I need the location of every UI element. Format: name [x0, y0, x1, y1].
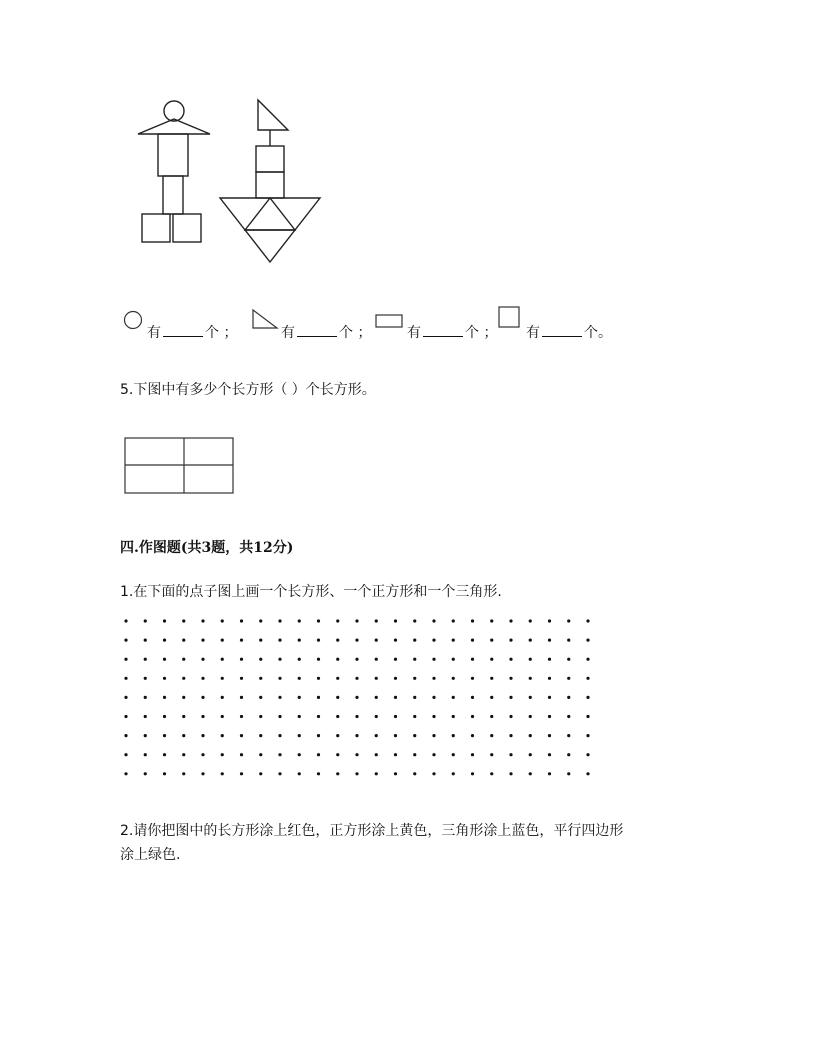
grid-dot[interactable] [452, 753, 455, 756]
grid-dot[interactable] [182, 696, 185, 699]
grid-dot[interactable] [355, 696, 358, 699]
grid-dot[interactable] [452, 696, 455, 699]
triangle-count-label: 有 个 ； [281, 322, 371, 342]
grid-dot[interactable] [336, 639, 339, 642]
grid-dot[interactable] [317, 639, 320, 642]
grid-dot[interactable] [163, 677, 166, 680]
grid-dot[interactable] [548, 619, 551, 622]
grid-dot[interactable] [240, 677, 243, 680]
grid-dot[interactable] [182, 619, 185, 622]
grid-dot[interactable] [298, 639, 301, 642]
grid-dot[interactable] [278, 753, 281, 756]
square-count-label: 有 个。 [526, 322, 612, 342]
grid-dot[interactable] [394, 715, 397, 718]
grid-dot[interactable] [259, 715, 262, 718]
grid-dot[interactable] [278, 658, 281, 661]
grid-dot[interactable] [529, 696, 532, 699]
grid-dot[interactable] [298, 619, 301, 622]
grid-dot[interactable] [201, 715, 204, 718]
grid-dot[interactable] [124, 677, 127, 680]
grid-dot[interactable] [432, 677, 435, 680]
grid-dot[interactable] [336, 753, 339, 756]
grid-dot[interactable] [240, 715, 243, 718]
grid-dot[interactable] [163, 619, 166, 622]
grid-dot[interactable] [182, 772, 185, 775]
grid-dot[interactable] [259, 696, 262, 699]
grid-dot[interactable] [144, 715, 147, 718]
boat-inner-triangle [245, 198, 295, 230]
grid-dot[interactable] [529, 639, 532, 642]
grid-dot[interactable] [375, 734, 378, 737]
grid-dot[interactable] [298, 677, 301, 680]
square-icon [498, 306, 522, 330]
grid-dot[interactable] [548, 734, 551, 737]
grid-dot[interactable] [394, 677, 397, 680]
grid-dot[interactable] [432, 772, 435, 775]
grid-dot[interactable] [452, 734, 455, 737]
grid-dot[interactable] [529, 753, 532, 756]
grid-dot[interactable] [375, 772, 378, 775]
grid-dot[interactable] [259, 753, 262, 756]
rectangle-icon [375, 314, 405, 330]
grid-dot[interactable] [259, 772, 262, 775]
grid-dot[interactable] [163, 772, 166, 775]
grid-dot[interactable] [548, 677, 551, 680]
grid-dot[interactable] [336, 715, 339, 718]
grid-dot[interactable] [375, 619, 378, 622]
grid-dot[interactable] [182, 639, 185, 642]
grid-dot[interactable] [259, 619, 262, 622]
grid-dot[interactable] [452, 715, 455, 718]
grid-dot[interactable] [529, 734, 532, 737]
grid-dot[interactable] [278, 677, 281, 680]
grid-dot[interactable] [317, 619, 320, 622]
grid-dot[interactable] [144, 753, 147, 756]
grid-dot[interactable] [240, 753, 243, 756]
triangle-count-blank[interactable] [297, 322, 337, 337]
circle-icon [123, 310, 143, 330]
grid-dot[interactable] [432, 715, 435, 718]
grid-dot[interactable] [355, 619, 358, 622]
grid-dot[interactable] [394, 772, 397, 775]
grid-dot[interactable] [278, 696, 281, 699]
grid-dot[interactable] [124, 734, 127, 737]
grid-dot[interactable] [317, 772, 320, 775]
robot-figure [132, 96, 222, 246]
grid-dot[interactable] [240, 696, 243, 699]
grid-dot[interactable] [586, 753, 589, 756]
grid-dot[interactable] [567, 734, 570, 737]
grid-dot[interactable] [490, 772, 493, 775]
grid-dot[interactable] [201, 696, 204, 699]
grid-dot[interactable] [182, 715, 185, 718]
grid-dot[interactable] [548, 753, 551, 756]
grid-dot[interactable] [490, 696, 493, 699]
grid-dot[interactable] [124, 715, 127, 718]
robot-left-foot-square [142, 214, 170, 242]
grid-dot[interactable] [413, 696, 416, 699]
circle-count-blank[interactable] [163, 322, 203, 337]
grid-dot[interactable] [163, 734, 166, 737]
grid-dot[interactable] [124, 658, 127, 661]
grid-dot[interactable] [567, 715, 570, 718]
grid-dot[interactable] [471, 734, 474, 737]
grid-dot[interactable] [278, 734, 281, 737]
grid-dot[interactable] [567, 696, 570, 699]
grid-dot[interactable] [298, 658, 301, 661]
grid-dot[interactable] [471, 658, 474, 661]
grid-dot[interactable] [471, 715, 474, 718]
grid-dot[interactable] [413, 658, 416, 661]
grid-dot[interactable] [144, 658, 147, 661]
grid-dot[interactable] [259, 639, 262, 642]
grid-dot[interactable] [452, 658, 455, 661]
grid-dot[interactable] [394, 658, 397, 661]
grid-dot[interactable] [221, 696, 224, 699]
grid-dot[interactable] [163, 639, 166, 642]
grid-dot[interactable] [240, 772, 243, 775]
robot-head-circle [164, 101, 184, 121]
grid-dot[interactable] [221, 619, 224, 622]
grid-dot[interactable] [375, 677, 378, 680]
grid-dot[interactable] [375, 658, 378, 661]
grid-dot[interactable] [509, 696, 512, 699]
grid-dot[interactable] [586, 658, 589, 661]
grid-dot[interactable] [567, 639, 570, 642]
grid-dot[interactable] [452, 677, 455, 680]
grid-dot[interactable] [298, 715, 301, 718]
grid-dot[interactable] [240, 734, 243, 737]
grid-dot[interactable] [298, 696, 301, 699]
grid-dot[interactable] [221, 639, 224, 642]
grid-dot[interactable] [240, 658, 243, 661]
grid-dot[interactable] [394, 734, 397, 737]
grid-dot[interactable] [548, 639, 551, 642]
grid-dot[interactable] [509, 619, 512, 622]
grid-dot[interactable] [375, 639, 378, 642]
grid-dot[interactable] [317, 677, 320, 680]
grid-dot[interactable] [509, 677, 512, 680]
section-4-heading: 四.作图题(共3题，共12分) [120, 540, 294, 556]
grid-dot[interactable] [240, 639, 243, 642]
grid-dot[interactable] [259, 658, 262, 661]
grid-dot[interactable] [201, 677, 204, 680]
grid-dot[interactable] [201, 734, 204, 737]
boat-flag-triangle [258, 100, 288, 130]
grid-dot[interactable] [548, 715, 551, 718]
grid-dot[interactable] [529, 658, 532, 661]
grid-dot[interactable] [336, 658, 339, 661]
rectangle-count-label: 有 个 ； [407, 322, 497, 342]
grid-dot[interactable] [586, 639, 589, 642]
grid-dot[interactable] [317, 734, 320, 737]
grid-dot[interactable] [529, 619, 532, 622]
grid-dot[interactable] [471, 753, 474, 756]
grid-dot[interactable] [317, 658, 320, 661]
grid-dot[interactable] [394, 619, 397, 622]
rectangle-count-blank[interactable] [423, 322, 463, 337]
grid-dot[interactable] [355, 734, 358, 737]
count-item-square [498, 310, 618, 341]
rectangle-grid-figure [124, 437, 236, 495]
robot-leg-rect [163, 176, 183, 214]
grid-dot[interactable] [201, 639, 204, 642]
grid-dot[interactable] [355, 658, 358, 661]
grid-dot[interactable] [471, 772, 474, 775]
task-2-line-2: 涂上绿色. [120, 847, 181, 863]
grid-dot[interactable] [490, 658, 493, 661]
grid-dot[interactable] [548, 772, 551, 775]
grid-dot[interactable] [490, 734, 493, 737]
dot-grid[interactable] [120, 616, 590, 776]
grid-dot[interactable] [548, 696, 551, 699]
grid-dot[interactable] [336, 619, 339, 622]
grid-dot[interactable] [567, 772, 570, 775]
grid-dot[interactable] [163, 715, 166, 718]
grid-dot[interactable] [182, 734, 185, 737]
grid-dot[interactable] [182, 753, 185, 756]
grid-dot[interactable] [278, 715, 281, 718]
grid-dot[interactable] [336, 696, 339, 699]
grid-dot[interactable] [124, 619, 127, 622]
grid-dot[interactable] [548, 658, 551, 661]
count-item-circle [123, 310, 238, 341]
grid-dot[interactable] [432, 658, 435, 661]
grid-dot[interactable] [221, 734, 224, 737]
grid-dot[interactable] [413, 772, 416, 775]
grid-dot[interactable] [201, 753, 204, 756]
grid-dot[interactable] [413, 715, 416, 718]
grid-dot[interactable] [413, 677, 416, 680]
grid-dot[interactable] [471, 619, 474, 622]
grid-dot[interactable] [375, 696, 378, 699]
boat-mast-rect-lower [256, 172, 284, 198]
grid-dot[interactable] [586, 619, 589, 622]
grid-dot[interactable] [490, 619, 493, 622]
grid-dot[interactable] [490, 677, 493, 680]
grid-dot[interactable] [490, 715, 493, 718]
grid-dot[interactable] [432, 734, 435, 737]
grid-dot[interactable] [509, 715, 512, 718]
grid-dot[interactable] [221, 772, 224, 775]
grid-dot[interactable] [298, 772, 301, 775]
grid-dot[interactable] [278, 772, 281, 775]
grid-dot[interactable] [144, 677, 147, 680]
grid-dot[interactable] [432, 753, 435, 756]
boat-figure [216, 96, 326, 266]
grid-dot[interactable] [336, 677, 339, 680]
grid-dot[interactable] [509, 734, 512, 737]
grid-dot[interactable] [375, 753, 378, 756]
grid-dot[interactable] [182, 677, 185, 680]
grid-dot[interactable] [278, 619, 281, 622]
grid-dot[interactable] [221, 715, 224, 718]
grid-dot[interactable] [144, 639, 147, 642]
grid-dot[interactable] [509, 753, 512, 756]
grid-dot[interactable] [375, 715, 378, 718]
grid-dot[interactable] [144, 619, 147, 622]
grid-dot[interactable] [529, 715, 532, 718]
grid-dot[interactable] [471, 677, 474, 680]
question-5-text: 5.下图中有多少个长方形（ ）个长方形。 [120, 382, 376, 398]
grid-dot[interactable] [201, 658, 204, 661]
grid-dot[interactable] [124, 772, 127, 775]
grid-dot[interactable] [144, 734, 147, 737]
grid-dot[interactable] [432, 619, 435, 622]
grid-dot[interactable] [471, 639, 474, 642]
grid-dot[interactable] [163, 658, 166, 661]
robot-right-foot-square [173, 214, 201, 242]
grid-dot[interactable] [355, 715, 358, 718]
grid-dot[interactable] [509, 639, 512, 642]
grid-dot[interactable] [529, 677, 532, 680]
grid-dot[interactable] [432, 696, 435, 699]
grid-dot[interactable] [490, 753, 493, 756]
grid-dot[interactable] [221, 753, 224, 756]
grid-dot[interactable] [567, 658, 570, 661]
triangle-icon [251, 308, 281, 332]
grid-dot[interactable] [509, 772, 512, 775]
count-item-rectangle [375, 310, 500, 341]
grid-dot[interactable] [432, 639, 435, 642]
grid-dot[interactable] [317, 696, 320, 699]
grid-dot[interactable] [259, 677, 262, 680]
grid-dot[interactable] [586, 715, 589, 718]
grid-dot[interactable] [317, 715, 320, 718]
grid-dot[interactable] [413, 619, 416, 622]
grid-dot[interactable] [452, 619, 455, 622]
grid-dot[interactable] [586, 677, 589, 680]
grid-dot[interactable] [567, 619, 570, 622]
grid-dot[interactable] [317, 753, 320, 756]
grid-dot[interactable] [567, 677, 570, 680]
grid-dot[interactable] [259, 734, 262, 737]
grid-dot[interactable] [221, 658, 224, 661]
grid-dot[interactable] [298, 753, 301, 756]
grid-dot[interactable] [336, 734, 339, 737]
grid-dot[interactable] [278, 639, 281, 642]
grid-dot[interactable] [336, 772, 339, 775]
grid-dot[interactable] [452, 772, 455, 775]
grid-dot[interactable] [529, 772, 532, 775]
grid-dot[interactable] [201, 619, 204, 622]
grid-dot[interactable] [413, 753, 416, 756]
grid-dot[interactable] [413, 734, 416, 737]
grid-dot[interactable] [394, 639, 397, 642]
grid-dot[interactable] [124, 753, 127, 756]
grid-dot[interactable] [490, 639, 493, 642]
grid-dot[interactable] [355, 772, 358, 775]
grid-dot[interactable] [298, 734, 301, 737]
grid-dot[interactable] [586, 734, 589, 737]
grid-dot[interactable] [471, 696, 474, 699]
grid-dot[interactable] [124, 639, 127, 642]
grid-dot[interactable] [567, 753, 570, 756]
grid-dot[interactable] [163, 696, 166, 699]
grid-dot[interactable] [509, 658, 512, 661]
grid-dot[interactable] [163, 753, 166, 756]
grid-dot[interactable] [182, 658, 185, 661]
grid-dot[interactable] [124, 696, 127, 699]
task-2-line-1: 2.请你把图中的长方形涂上红色，正方形涂上黄色，三角形涂上蓝色，平行四边形 [120, 823, 624, 839]
grid-dot[interactable] [413, 639, 416, 642]
grid-dot[interactable] [201, 772, 204, 775]
grid-dot[interactable] [240, 619, 243, 622]
count-item-triangle [251, 310, 372, 341]
grid-dot[interactable] [355, 639, 358, 642]
grid-dot[interactable] [586, 696, 589, 699]
grid-dot[interactable] [355, 677, 358, 680]
grid-dot[interactable] [355, 753, 358, 756]
grid-dot[interactable] [452, 639, 455, 642]
circle-count-label: 有 个 ； [147, 322, 237, 342]
square-count-blank[interactable] [542, 322, 582, 337]
grid-dot[interactable] [586, 772, 589, 775]
grid-dot[interactable] [221, 677, 224, 680]
task-1-text: 1.在下面的点子图上画一个长方形、一个正方形和一个三角形. [120, 584, 502, 600]
grid-dot[interactable] [394, 696, 397, 699]
robot-body-rect [158, 134, 188, 176]
grid-dot[interactable] [394, 753, 397, 756]
boat-mast-rect-upper [256, 146, 284, 172]
grid-dot[interactable] [144, 696, 147, 699]
grid-dot[interactable] [144, 772, 147, 775]
